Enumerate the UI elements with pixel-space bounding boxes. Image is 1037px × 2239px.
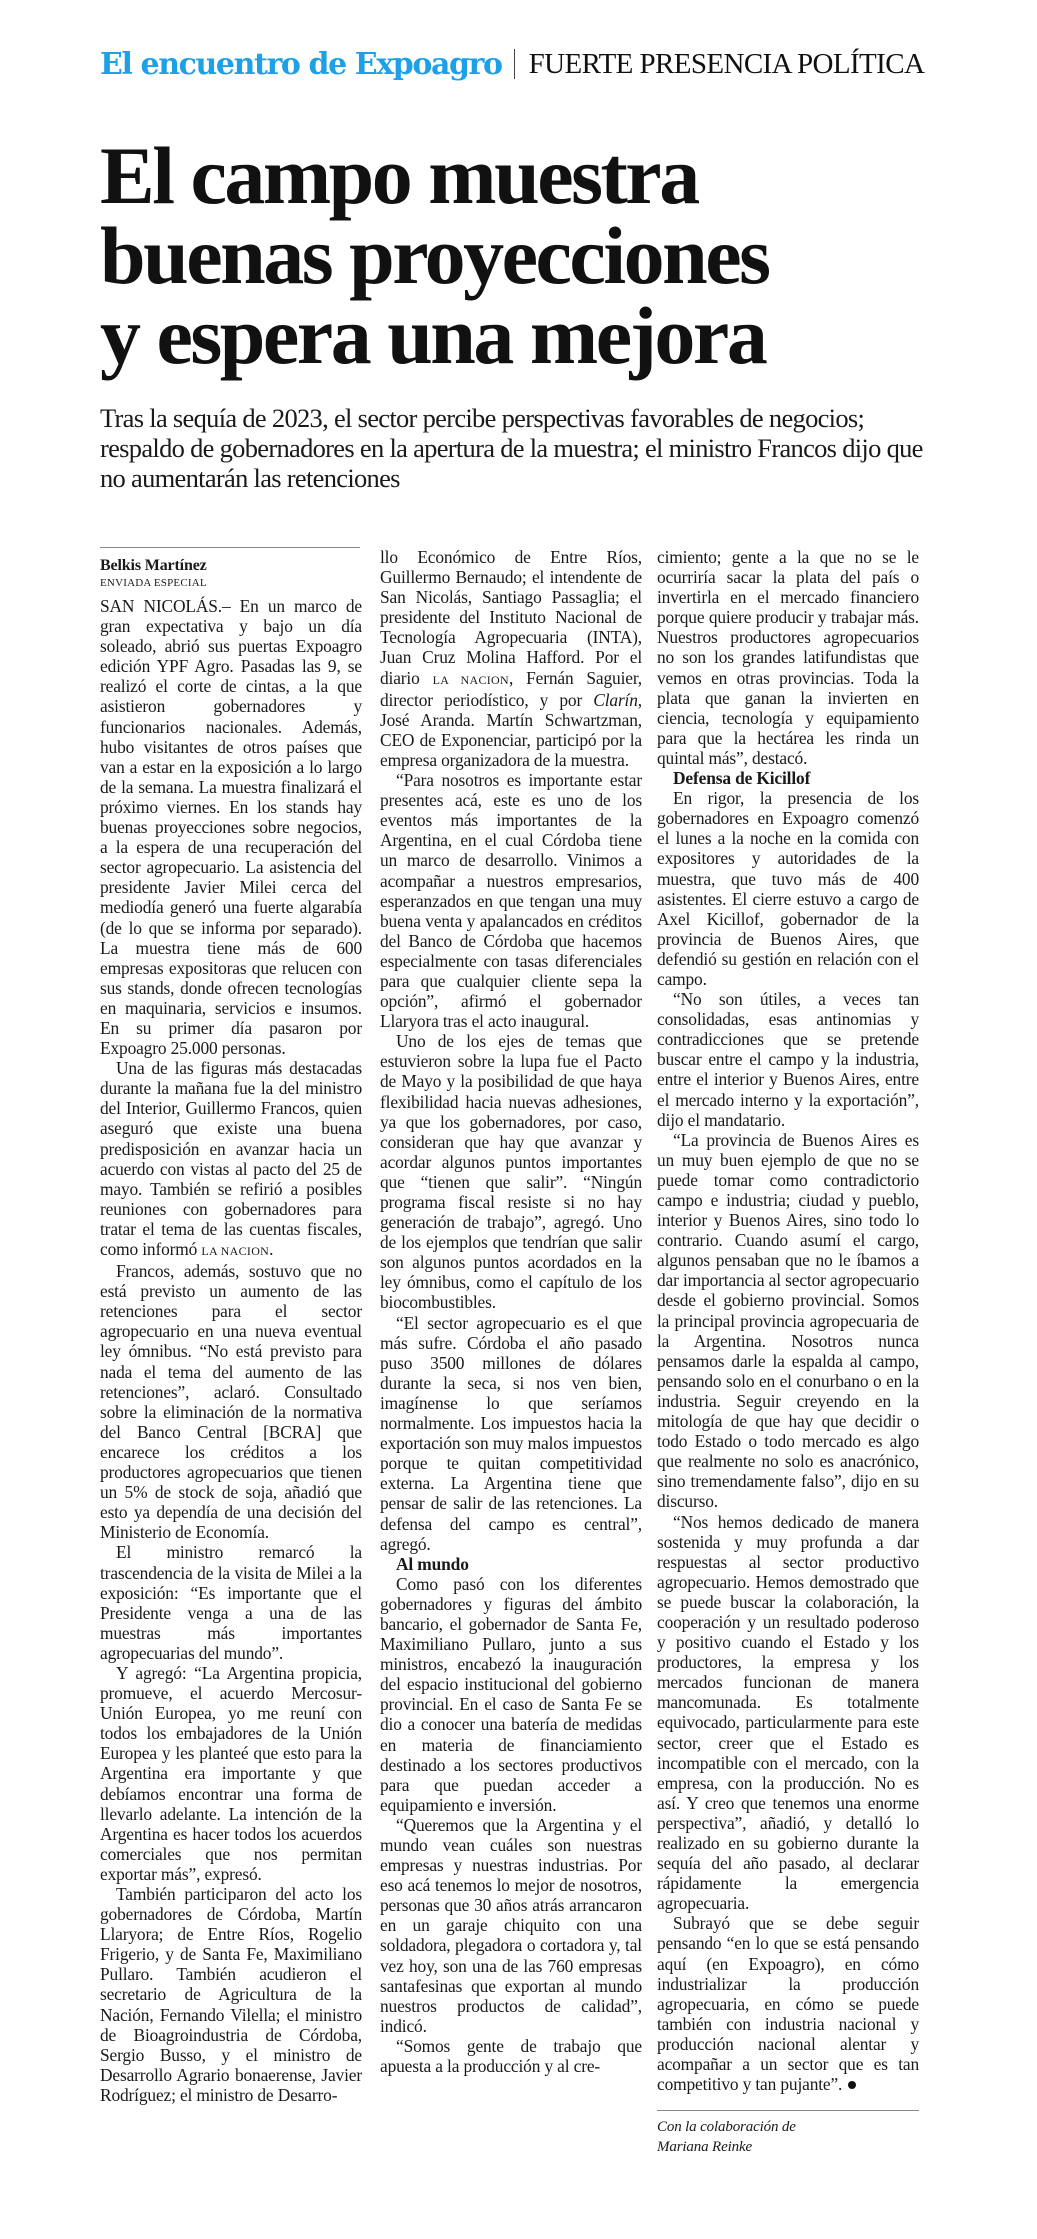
end-of-article-icon [848, 2081, 856, 2089]
byline-divider [100, 547, 360, 548]
article-column-2 [380, 547, 642, 2076]
headline-line: buenas proyecciones [100, 210, 769, 301]
source-name: LA NACION [432, 672, 509, 687]
paragraph: También participaron del acto los gobernadores de Córdoba, Martín Llaryora; de Entre Ríos, Rogelio Frigerio, y de Santa Fe, Maximiliano Pullaro. También acudieron el secretario de Agricultura de la Nación, Fernando Vilella; el ministro de Bioagroindustria de Córdoba, Sergio Busso, y el ministro de Desarrollo Agrario bonaerense, Javier Rodríguez; el ministro de Desarro- [100, 1884, 362, 2105]
headline [100, 130, 769, 381]
paragraph: Subrayó que se debe seguir pensando “en lo que se está pensando aquí (en Expoagro), en cómo industrializar la producción agropecuaria, en cómo se puede también con industria nacional y producción nacional alentar y acompañar a un sector que es tan competitivo y tan pujante”. [657, 1913, 919, 2095]
subheading: Al mundo [396, 1553, 469, 1574]
source-name: LA NACION [201, 1244, 270, 1258]
byline-role: ENVIADA ESPECIAL [100, 577, 207, 589]
paragraph-continued: llo Económico de Entre Ríos, Guillermo Bernaudo; el intendente de San Nicolás, Santiago Passaglia; el presidente del Instituto Nacional de Tecnología Agropecuaria (INTA), Juan Cruz Molina Hafford. Por el diario LA NACION, Fernán Saguier, director periodístico, y por Clarín, José Aranda. Martín Schwartzman, CEO de Exponenciar, participó por la empresa organizadora de la muestra. [380, 547, 642, 770]
paragraph: “Nos hemos dedicado de manera sostenida y muy profunda a dar respuestas al sector productivo agropecuario. Hemos demostrado que se puede buscar la colaboración, la cooperación y un resultado poderoso y positivo cuando el Estado y los productores, la empresa y los mercados funcionan de manera mancomunada. Es totalmente equivocado, particularmente para este sector, creer que el Estado es incompatible con el mercado, con la empresa, con la producción. No es así. Y creo que tenemos una enorme perspectiva”, añadió, y detalló lo realizado en su gobierno durante la sequía del año pasado, al declarar rápidamente la emergencia agropecuaria. [657, 1511, 919, 1914]
paragraph: En rigor, la presencia de los gobernadores en Expoagro comenzó el lunes a la noche en la comida con expositores y autoridades de la muestra, que tuvo más de 400 asistentes. El cierre estuvo a cargo de Axel Kicillof, gobernador de la provincia de Buenos Aires, que defendió su gestión en relación con el campo. [657, 788, 919, 989]
source-name-italic: Clarín [593, 689, 638, 710]
paragraph: SAN NICOLÁS.– En un marco de gran expectativa y bajo un día soleado, abrió sus puertas Expoagro edición YPF Agro. Pasadas las 9, se realizó el corte de cintas, a la que asistieron gobernadores y funcionarios nacionales. Además, hubo visitantes de otros países que van a estar en la exposición a lo largo de la semana. La muestra finalizará el próximo viernes. En los stands hay buenas proyecciones sobre negocios, a la espera de una recuperación del sector agropecuario. La asistencia del presidente Javier Milei cerca del mediodía generó una fuerte algarabía (de lo que se informa por separado). La muestra tiene más de 600 empresas expositoras que relucen con sus stands, donde ofrecen tecnologías en maquinaria, servicios e insumos. En su primer día pasaron por Expoagro 25.000 personas. [100, 596, 362, 1059]
paragraph: Como pasó con los diferentes gobernadores y figuras del ámbito bancario, el gobernador de Santa Fe, Maximiliano Pullaro, junto a sus ministros, encabezó la inauguración del espacio institucional del gobierno provincial. En el caso de Santa Fe se dio a conocer una batería de medidas en materia de financiamiento destinado a los sectores productivos para que puedan acceder a equipamiento e inversión. [380, 1573, 642, 1815]
headline-line: y espera una mejora [100, 290, 766, 381]
paragraph: “La provincia de Buenos Aires es un muy buen ejemplo de que no se puede tomar como contradictorio campo e industria; ciudad y pueblo, interior y Buenos Aires, sino todo lo contrario. Cuando asumí el cargo, algunos pensaban que no le íbamos a dar importancia al sector agropecuario desde el gobierno provincial. Somos la principal provincia agropecuaria de la Argentina. Nosotros nunca pensamos darle la espalda al campo, pensando solo en el conurbano o en la industria. Seguir creyendo en la mitología de que hay que decidir o todo Estado o todo mercado es algo que realmente no solo es anacrónico, sino tremendamente falso”, dijo en su discurso. [657, 1129, 919, 1512]
paragraph: Una de las figuras más destacadas durante la mañana fue la del ministro del Interior, Guillermo Francos, quien aseguró que existe una buena predisposición en avanzar hacia un acuerdo con vistas al pacto del 25 de mayo. También se refirió a posibles reuniones con gobernadores para tratar el tema de las cuentas fiscales, como informó LA NACION. [100, 1058, 362, 1259]
kicker-divider [514, 49, 515, 79]
article-column-1 [100, 547, 362, 2105]
topic-label: FUERTE PRESENCIA POLÍTICA [528, 47, 925, 80]
byline-author: Belkis Martínez [100, 557, 207, 574]
paragraph: Uno de los ejes de temas que estuvieron sobre la lupa fue el Pacto de Mayo y la posibilidad de que haya flexibilidad hacia nuevas adhesiones, ya que los gobernadores, por caso, consideran que hay que avanzar y acordar algunos puntos importantes que “tienen que salir”. “Ningún programa fiscal resiste si no hay generación de trabajo”, agregó. Uno de los ejemplos que tendrían que salir son algunos puntos acordados en la ley ómnibus, como el capítulo de los biocombustibles. [380, 1031, 642, 1313]
paragraph: “Para nosotros es importante estar presentes acá, este es uno de los eventos más importantes de la Argentina, en el cual Córdoba tiene un marco de desarrollo. Vinimos a acompañar a nuestros empresarios, esperanzados en que tengan una muy buena venta y apalancados en créditos del Banco de Córdoba que hacemos especialmente con tasas diferenciales para que cualquier cliente sepa la opción”, afirmó el gobernador Llaryora tras el acto inaugural. [380, 770, 642, 1032]
collaboration-credit: Con la colaboración de Mariana Reinke [657, 2119, 796, 2156]
paragraph: Francos, además, sostuvo que no está previsto un aumento de las retenciones para el sector agropecuario en una nueva eventual ley ómnibus. “No está previsto para nada el tema del aumento de las retenciones”, aclaró. Consultado sobre la eliminación de la normativa del Banco Central [BCRA] que encarece los créditos a los productores agropecuarios que tienen un 5% de stock de soja, añadió que esto ya dependía de una decisión del Ministerio de Economía. [100, 1261, 362, 1543]
collaboration-divider [657, 2110, 919, 2111]
paragraph: “El sector agropecuario es el que más sufre. Córdoba el año pasado puso 3500 millones de dólares durante la seca, si nos ven bien, imagínense lo que seríamos normalmente. Los impuestos hacia la exportación son muy malos impuestos porque te quitan competitividad externa. La Argentina tiene que pensar de salir de las retenciones. La defensa del campo es central”, agregó. [380, 1312, 642, 1554]
paragraph: “Somos gente de trabajo que apuesta a la producción y al cre- [380, 2035, 642, 2077]
paragraph: “Queremos que la Argentina y el mundo vean cuáles son nuestras empresas y nuestras industrias. Por eso acá tenemos lo mejor de nosotros, personas que 30 años atrás arrancaron en un garaje chiquito con una soldadora, plegadora o cortadora y, tal vez hoy, son una de las 760 empresas santafesinas que exportan al mundo nuestros productos de calidad”, indicó. [380, 1814, 642, 2036]
subheading: Defensa de Kicillof [673, 768, 811, 789]
paragraph: El ministro remarcó la trascendencia de la visita de Milei a la exposición: “Es importante que el Presidente venga a una de las muestras más importantes agropecuarias del mundo”. [100, 1542, 362, 1663]
section-name: El encuentro de Expoagro [100, 46, 502, 82]
paragraph: “No son útiles, a veces tan consolidadas, esas antinomias y contradicciones que se pretende buscar entre el campo y la industria, entre el interior y Buenos Aires, entre el mercado interno y la exportación”, dijo el mandatario. [657, 989, 919, 1130]
paragraph-continued: cimiento; gente a la que no se le ocurriría sacar la plata del país o invertirla en el mercado financiero porque quiere producir y trabajar más. Nuestros productores agropecuarios no son los grandes latifundistas que vemos en otras provincias. Toda la plata que ganan la invierten en ciencia, tecnología y equipamiento para que la hectárea les rinda un quintal más”, destacó. [657, 547, 919, 768]
section-kicker [100, 44, 1000, 84]
dateline: SAN NICOLÁS.– [100, 596, 240, 616]
paragraph: Y agregó: “La Argentina propicia, promueve, el acuerdo Mercosur-Unión Europea, yo me reuní con todos los embajadores de la Unión Europea y les planteé que esto para la Argentina era importante y que debíamos encontrar una forma de llevarlo adelante. La intención de la Argentina es hacer todos los acuerdos comerciales que nos permitan exportar más”, expresó. [100, 1662, 362, 1884]
article-column-3 [657, 547, 919, 2157]
headline-line: El campo muestra [100, 130, 698, 221]
deck-subtitle: Tras la sequía de 2023, el sector percibe perspectivas favorables de negocios; respaldo de gobernadores en la apertura de la muestra; el ministro Francos dijo que no aumentarán las retenciones [100, 403, 923, 493]
